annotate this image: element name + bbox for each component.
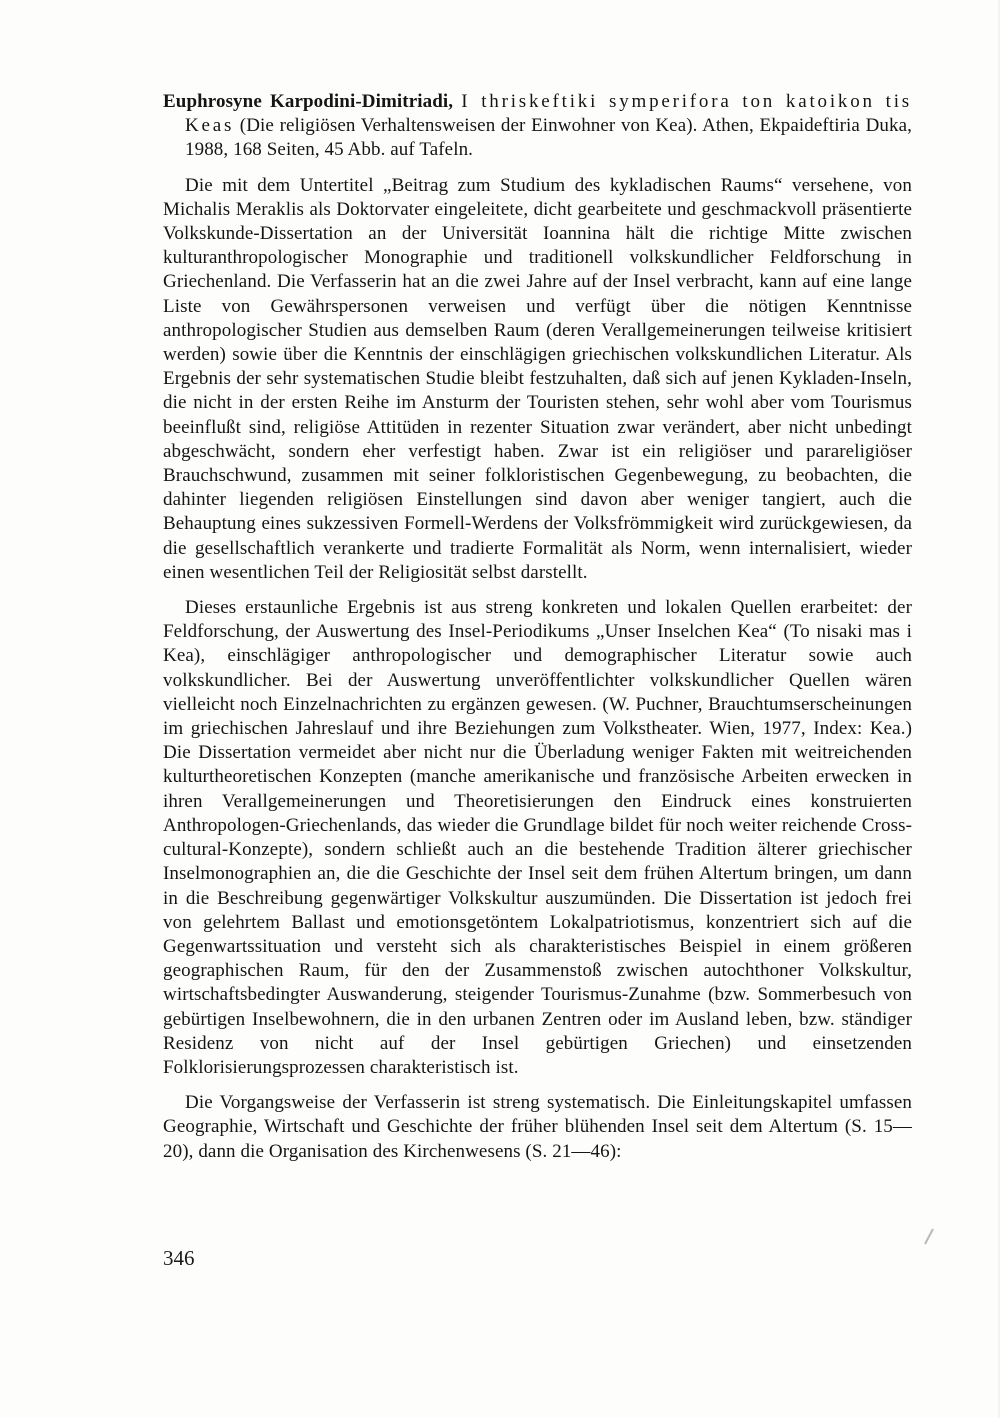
review-paragraph-3: Die Vorgangsweise der Verfasserin ist streng systematisch. Die Einleitungskapitel umfassen Geographie, Wirtschaft und Geschichte der früher blühenden Insel seit dem Altertum (S. 15—20), dann die Organisation des Kirchenwesens (S. 21—46):	[163, 1092, 912, 1162]
review-title-transliterated: I thriskeftiki symperifora ton katoikon tis Keas	[185, 91, 912, 137]
review-title-german: (Die religiösen Verhaltensweisen der Einwohner von Kea).	[239, 115, 698, 137]
review-heading	[163, 90, 912, 163]
page-number: 346	[163, 1246, 195, 1270]
review-publication-info: Athen, Ekpaideftiria Duka, 1988, 168 Seiten, 45 Abb. auf Tafeln.	[185, 115, 912, 161]
review-paragraph-1: Die mit dem Untertitel „Beitrag zum Studium des kykladischen Raums“ versehene, von Michalis Meraklis als Doktorvater eingeleitete, dicht gearbeitete und geschmackvoll präsentierte Volkskunde-Dissertation an der Universität Ioannina hält die richtige Mitte zwischen kulturanthropologischer Monographie und traditionell volkskundlicher Feldforschung in Griechenland. Die Verfasserin hat an die zwei Jahre auf der Insel verbracht, kann auf eine lange Liste von Gewährspersonen verweisen und verfügt über die nötigen Kenntnisse anthropologischer Studien aus demselben Raum (deren Verallgemeinerungen teilweise kritisiert werden) sowie über die Kenntnis der einschlägigen griechischen volkskundlichen Literatur. Als Ergebnis der sehr systematischen Studie bleibt festzuhalten, daß sich auf jenen Kykladen-Inseln, die nicht in der ersten Reihe im Ansturm der Touristen stehen, sehr wohl aber vom Tourismus beeinflußt sind, religiöse Attitüden in rezenter Situation zwar verändert, aber nicht unbedingt abgeschwächt, sondern eher verfestigt haben. Zwar ist ein religiöser und parareligiöser Brauchschwund, zusammen mit seiner folkloristischen Gegenbewegung, zu beobachten, die dahinter liegenden religiösen Einstellungen sind davon aber weniger tangiert, auch die Behauptung eines sukzessiven Formell-Werdens der Volksfrömmigkeit wird zurückgewiesen, da die gesellschaftlich verankerte und tradierte Formalität als Norm, wenn internalisiert, wieder einen wesentlichen Teil der Religiosität selbst darstellt.	[163, 174, 912, 583]
review-text-column	[163, 90, 912, 1164]
review-paragraph-2: Dieses erstaunliche Ergebnis ist aus streng konkreten und lokalen Quellen erarbeitet: der Feldforschung, der Auswertung des Insel-Periodikums „Unser Inselchen Kea“ (To nisaki mas i Kea), einschlägiger anthropologischer und demographischer Literatur sowie auch volkskundlicher. Bei der Auswertung unveröffentlichter volkskundlicher Quellen wären vielleicht noch Einzelnachrichten zu ergänzen gewesen. (W. Puchner, Brauchtumserscheinungen im griechischen Jahreslauf und ihre Beziehungen zum Volkstheater. Wien, 1977, Index: Kea.) Die Dissertation vermeidet aber nicht nur die Überladung weniger Fakten mit weitreichenden kulturtheoretischen Konzepten (manche amerikanische und französische Arbeiten erwecken in ihren Verallgemeinerungen und Theoretisierungen den Eindruck eines konstruierten Anthropologen-Griechenlands, das wieder die Grundlage bildet für noch weiter reichende Cross-cultural-Konzepte), sondern schließt auch an die bestehende Tradition älterer griechischer Inselmonographien an, die die Geschichte der Insel seit dem frühen Altertum bringen, um dann in die Beschreibung gegenwärtiger Volkskultur auszumünden. Die Dissertation ist jedoch frei von gelehrtem Ballast und emotionsgetöntem Lokalpatriotismus, konzentriert sich auf die Gegenwartssituation und versteht sich als charakteristisches Beispiel in einem größeren geographischen Raum, für den der Zusammenstoß zwischen autochthoner Volkskultur, wirtschaftsbedingter Auswanderung, steigender Tourismus-Zunahme (bzw. Sommerbesuch von gebürtigen Inselbewohnern, die in den urbanen Zentren oder im Ausland leben, bzw. ständiger Residenz von nicht auf der Insel gebürtigen Griechen) und einsetzenden Folklorisierungsprozessen charakteristisch ist.	[163, 597, 912, 1078]
review-author: Euphrosyne Karpodini-Dimitriadi,	[163, 91, 454, 112]
scan-artifact-mark	[924, 1229, 934, 1245]
